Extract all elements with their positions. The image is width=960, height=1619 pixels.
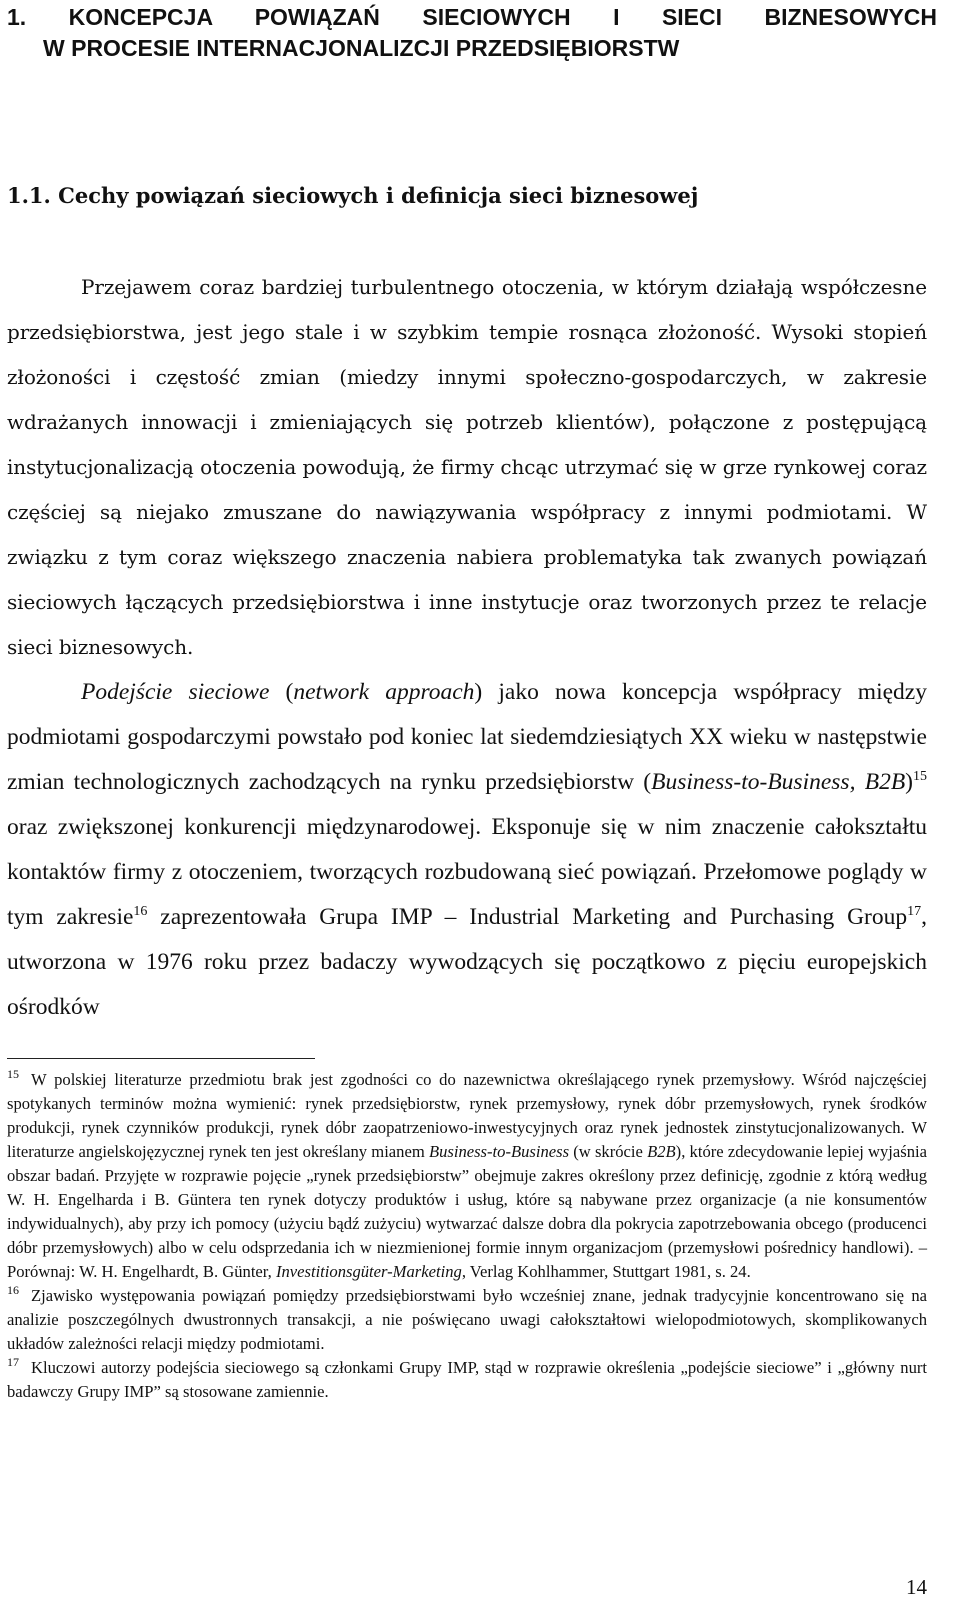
footnote-15 — [7, 1068, 927, 1284]
paragraph-2-paren-open: ( — [269, 679, 294, 705]
term-network-approach-pl: Podejście sieciowe — [81, 679, 270, 705]
footnote-number: 16 — [7, 1283, 19, 1298]
footnote-16-text: Zjawisko występowania powiązań pomiędzy przedsiębiorstwami było wcześniej znane, jednak tradycyjnie koncentrowano się na analizie poszczególnych dwustronnych transakcji, a nie poświęcano uwagi całokształtowi wielopodmiotowych, skomplikowanych układów zależności relacji między podmiotami. — [7, 1286, 927, 1353]
section-heading: 1.1. Cechy powiązań sieciowych i definicja sieci biznesowej — [7, 183, 699, 208]
chapter-heading — [7, 2, 937, 64]
footnote-separator — [7, 1058, 315, 1059]
footnote-15-text-d: , Verlag Kohlhammer, Stuttgart 1981, s. 24. — [461, 1262, 751, 1281]
paragraph-2-text-c: zaprezentowała Grupa IMP – Industrial Marketing and Purchasing Group — [147, 904, 908, 930]
term-b2b: Business-to-Business, B2B — [651, 769, 906, 795]
paragraph-2-text-a: ) jako nowa koncepcja współpracy między podmiotami gospodarczymi powstało pod koniec lat siedemdziesiątych XX wieku w następstwie zmian technologicznych zachodzących na rynku przedsiębiorstw ( — [7, 679, 927, 795]
footnote-16 — [7, 1284, 927, 1356]
footnote-15-text-b: (w skrócie — [569, 1142, 648, 1161]
page-number: 14 — [906, 1575, 927, 1599]
paragraph-2-text-d: , utworzona w 1976 roku przez badaczy wywodzących się początkowo z pięciu europejskich ośrodków — [7, 904, 928, 1020]
body-text — [7, 265, 927, 1030]
footnote-15-text-c: ), które zdecydowanie lepiej wyjaśnia obszar badań. Przyjęte w rozprawie pojęcie „rynek przedsiębiorstw” obejmuje zakres określony przez definicję, zgodnie z którą według W. H. Engelharda i B. Güntera ten rynek dotyczy produktów i usług, które są nabywane przez organizacje (a nie konsumentów indywidualnych), aby przy ich pomocy (użyciu bądź zużyciu) wytwarzać dalsze dobra dla pokrycia zapotrzebowania obcego (producenci dóbr przemysłowych) albo w celu odsprzedania ich w niezmienionej formie innym organizacjom (przemysłowi pośrednicy handlowi). – Porównaj: W. H. Engelhardt, B. Günter, — [7, 1142, 927, 1281]
chapter-heading-line-1: 1. KONCEPCJA POWIĄZAŃ SIECIOWYCH I SIECI BIZNESOWYCH — [7, 4, 937, 30]
footnote-ref-15[interactable]: 15 — [913, 769, 927, 785]
footnote-ref-17[interactable]: 17 — [907, 904, 922, 920]
chapter-heading-line-2: W PROCESIE INTERNACJONALIZCJI PRZEDSIĘBIORSTW — [43, 35, 680, 61]
footnote-number: 17 — [7, 1355, 19, 1370]
footnote-15-italic-b: B2B — [647, 1142, 676, 1161]
paragraph-1: Przejawem coraz bardziej turbulentnego otoczenia, w którym działają współczesne przedsiębiorstwa, jest jego stale i w szybkim tempie rosnąca złożoność. Wysoki stopień złożoności i częstość zmian (miedzy innymi społeczno-gospodarczych, w zakresie wdrażanych innowacji i zmieniających się potrzeb klientów), połączone z postępującą instytucjonalizacją otoczenia powodują, że firmy chcąc utrzymać się w grze rynkowej coraz częściej są niejako zmuszane do nawiązywania współpracy z innymi podmiotami. W związku z tym coraz większego znaczenia nabiera problematyka tak zwanych powiązań sieciowych łączących przedsiębiorstwa i inne instytucje oraz tworzonych przez te relacje sieci biznesowych. — [7, 275, 927, 659]
paragraph-2 — [7, 670, 927, 1030]
footnotes — [7, 1068, 927, 1404]
footnote-ref-16[interactable]: 16 — [133, 904, 148, 920]
footnote-15-italic-c: Investitionsgüter-Marketing — [275, 1262, 462, 1281]
paragraph-2-text-b: oraz zwiększonej konkurencji międzynarodowej. Eksponuje się w nim znaczenie całokształtu kontaktów firmy z otoczeniem, tworzących rozbudowaną sieć powiązań. Przełomowe poglądy w tym zakresie — [7, 814, 927, 930]
footnote-17 — [7, 1356, 927, 1404]
footnote-17-text: Kluczowi autorzy podejścia sieciowego są członkami Grupy IMP, stąd w rozprawie określenia „podejście sieciowe” i „główny nurt badawczy Grupy IMP” są stosowane zamiennie. — [7, 1358, 927, 1401]
footnote-number: 15 — [7, 1067, 19, 1082]
term-network-approach-en: network approach — [293, 679, 475, 705]
paragraph-2-paren-close: ) — [905, 769, 913, 795]
footnote-15-italic-a: Business-to-Business — [428, 1142, 570, 1161]
footnote-15-text-a: W polskiej literaturze przedmiotu brak jest zgodności co do nazewnictwa określającego rynek przemysłowy. Wśród najczęściej spotykanych terminów można wymienić: rynek przedsiębiorstw, rynek przemysłowy, rynek dóbr przemysłowych, rynek środków produkcji, rynek czynników produkcji, rynek dóbr zaopatrzeniowo-inwestycyjnych oraz rynek jednostek zinstytucjonalizowanych. W literaturze angielskojęzycznej rynek ten jest określany mianem — [7, 1070, 927, 1161]
